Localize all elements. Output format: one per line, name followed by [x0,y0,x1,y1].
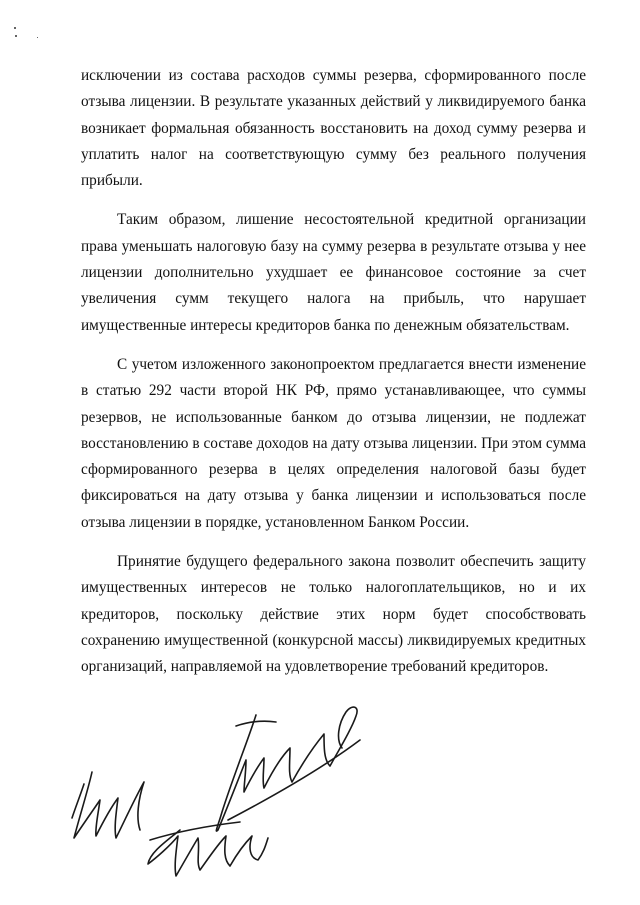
paragraph: С учетом изложенного законопроектом предлагается внести изменение в статью 292 части второй НК РФ, прямо устанавливающее, что суммы резервов, не использованные банком до отзыва лицензии, не подлежат восстановлению в составе доходов на дату отзыва лицензии. При этом сумма сформированного резерва в целях определения налоговой базы будет фиксироваться на дату отзыва у банка лицензии и использоваться после отзыва лицензии в порядке, установленном Банком России. [81,355,586,531]
paragraph: Принятие будущего федерального закона позволит обеспечить защиту имущественных интересов не только налогоплательщиков, но и их кредиторов, поскольку действие этих норм будет способствовать сохранению имущественной (конкурсной массы) ликвидируемых кредитных организаций, направляемой на удовлетворение требований кредиторов. [81,553,586,676]
paragraph-continuation: исключении из состава расходов суммы резерва, сформированного после отзыва лицензии. В результате указанных действий у ликвидируемого банка возникает формальная обязанность восстановить на доход сумму резерва и уплатить налог на соответствующую сумму без реального получения прибыли. [81,67,586,190]
signature-left [74,772,144,838]
paragraph: Таким образом, лишение несостоятельной кредитной организации права уменьшать налоговую базу на сумму резерва в результате отзыва у нее лицензии дополнительно ухудшает ее финансовое состояние за счет увеличения сумм текущего налога на прибыль, что нарушает имущественные интересы кредиторов банка по денежным обязательствам. [81,211,586,334]
signature-initials [148,830,268,876]
